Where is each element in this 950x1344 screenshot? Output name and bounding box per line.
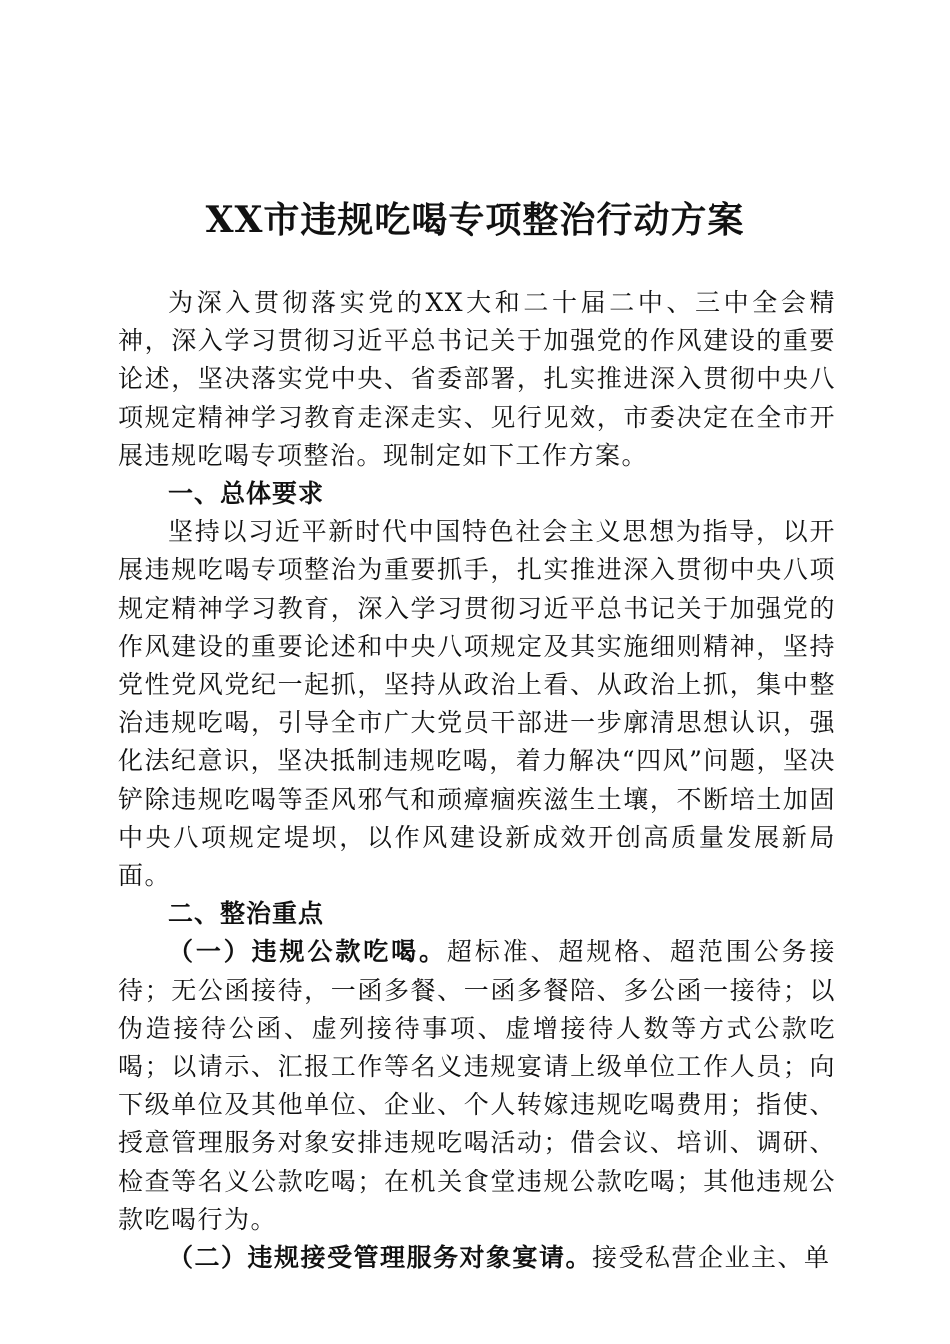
document-title: XX市违规吃喝专项整治行动方案 xyxy=(205,199,745,241)
item-lead: （一）违规公款吃喝。 xyxy=(168,937,447,967)
item-lead: （二）违规接受管理服务对象宴请。 xyxy=(168,1243,593,1273)
general-requirements-paragraph: 坚持以习近平新时代中国特色社会主义思想为指导，以开展违规吃喝专项整治为重要抓手，扎实推进深入贯彻中央八项规定精神学习教育，深入学习贯彻习近平总书记关于加强党的作风建设的重要论述和中央八项规定及其实施细则精神，坚持党性党风党纪一起抓，坚持从政治上看、从政治上抓，集中整治违规吃喝，引导全市广大党员干部进一步廓清思想认识，强化法纪意识，坚决抵制违规吃喝，着力解决“四风”问题，坚决铲除违规吃喝等歪风邪气和顽瘴痼疾滋生土壤，不断培土加固中央八项规定堤坝，以作风建设新成效开创高质量发展新局面。 xyxy=(118,517,836,891)
section-heading-general-requirements: 一、总体要求 xyxy=(168,479,325,509)
item-public-funds-dining xyxy=(118,933,836,1239)
item-text: 超标准、超规格、超范围公务接待；无公函接待，一函多餐、一函多餐陪、多公函一接待；以伪造接待公函、虚列接待事项、虚增接待人数等方式公款吃喝；以请示、汇报工作等名义违规宴请上级单位工作人员；向下级单位及其他单位、企业、个人转嫁违规吃喝费用；指使、授意管理服务对象安排违规吃喝活动；借会议、培训、调研、检查等名义公款吃喝；在机关食堂违规公款吃喝；其他违规公款吃喝行为。 xyxy=(118,937,836,1234)
document-body xyxy=(118,284,836,1277)
item-accepting-banquets xyxy=(118,1239,836,1277)
item-text: 接受私营企业主、单 xyxy=(592,1243,831,1273)
intro-paragraph: 为深入贯彻落实党的XX大和二十届二中、三中全会精神，深入学习贯彻习近平总书记关于加强党的作风建设的重要论述，坚决落实党中央、省委部署，扎实推进深入贯彻中央八项规定精神学习教育走深走实、见行见效，市委决定在全市开展违规吃喝专项整治。现制定如下工作方案。 xyxy=(118,288,836,470)
section-heading-rectification-focus: 二、整治重点 xyxy=(168,899,325,929)
